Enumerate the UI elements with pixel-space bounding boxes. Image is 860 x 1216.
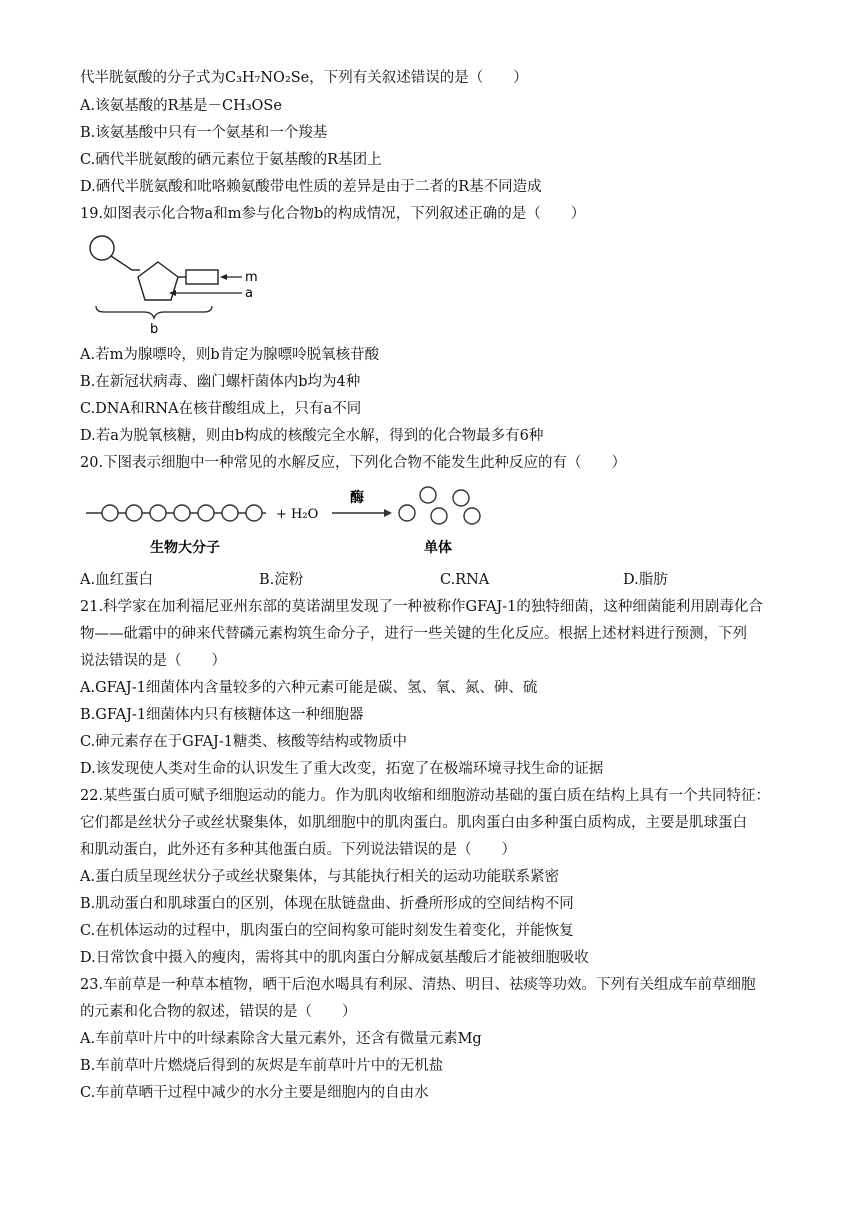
q18-option-b: B.该氨基酸中只有一个氨基和一个羧基 [80, 125, 328, 141]
q21-option-d: D.该发现使人类对生命的认识发生了重大改变，拓宽了在极端环境寻找生命的证据 [80, 761, 604, 777]
q19-stem: 19.如图表示化合物a和m参与化合物b的构成情况，下列叙述正确的是（ ） [80, 206, 586, 222]
monomer [420, 487, 436, 503]
monomer-in-chain [126, 505, 142, 521]
q20-option-a: A.血红蛋白 [80, 572, 154, 588]
monomer [399, 505, 415, 521]
q22-option-c: C.在机体运动的过程中，肌肉蛋白的空间构象可能时刻发生着变化，并能恢复 [80, 923, 574, 939]
q22-option-b: B.肌动蛋白和肌球蛋白的区别，体现在肽链盘曲、折叠所形成的空间结构不同 [80, 896, 574, 912]
label-m: m [245, 270, 258, 285]
q23-option-a: A.车前草叶片中的叶绿素除含大量元素外，还含有微量元素Mg [80, 1031, 482, 1047]
label-b: b [150, 322, 159, 337]
q19-option-d: D.若a为脱氧核糖，则由b构成的核酸完全水解，得到的化合物最多有6种 [80, 428, 544, 444]
monomer-in-chain [198, 505, 214, 521]
brace-b [96, 306, 212, 318]
q21-option-c: C.砷元素存在于GFAJ-1糖类、核酸等结构或物质中 [80, 734, 407, 750]
q22-stem-line-3: 和肌动蛋白，此外还有多种其他蛋白质。下列说法错误的是（ ） [80, 842, 516, 858]
q19-option-c: C.DNA和RNA在核苷酸组成上，只有a不同 [80, 401, 362, 417]
monomer [431, 508, 447, 524]
monomer-in-chain [246, 505, 262, 521]
base-rectangle [186, 270, 218, 284]
hydrolysis-diagram [80, 482, 500, 562]
q23-option-b: B.车前草叶片燃烧后得到的灰烬是车前草叶片中的无机盐 [80, 1058, 444, 1074]
nucleotide-diagram [80, 232, 280, 337]
monomer-label: 单体 [424, 540, 452, 556]
q20-options [80, 570, 780, 590]
monomer [464, 508, 480, 524]
label-a: a [245, 286, 253, 301]
q22-option-a: A.蛋白质呈现丝状分子或丝状聚集体，与其能执行相关的运动功能联系紧密 [80, 869, 560, 885]
q20-stem: 20.下图表示细胞中一种常见的水解反应，下列化合物不能发生此种反应的有（ ） [80, 455, 627, 471]
monomer-in-chain [150, 505, 166, 521]
q19-option-b: B.在新冠状病毒、幽门螺杆菌体内b均为4种 [80, 374, 361, 390]
q21-stem-line-2: 物——砒霜中的砷来代替磷元素构筑生命分子，进行一些关键的生化反应。根据上述材料进行预测，下列 [80, 626, 747, 642]
q18-stem: 代半胱氨酸的分子式为C₃H₇NO₂Se，下列有关叙述错误的是（ ） [80, 70, 528, 86]
pentose-sugar [138, 262, 178, 300]
q19-option-a: A.若m为腺嘌呤，则b肯定为腺嘌呤脱氧核苷酸 [80, 347, 380, 363]
q20-option-d: D.脂肪 [623, 572, 668, 588]
q20-option-c: C.RNA [440, 572, 490, 588]
q20-option-b: B.淀粉 [259, 572, 304, 588]
q21-stem-line-1: 21.科学家在加利福尼亚州东部的莫诺湖里发现了一种被称作GFAJ-1的独特细菌，这种细菌能利用剧毒化合 [80, 599, 763, 615]
water-label: + H₂O [276, 507, 319, 522]
q22-stem-line-1: 22.某些蛋白质可赋予细胞运动的能力。作为肌肉收缩和细胞游动基础的蛋白质在结构上具有一个共同特征： [80, 788, 771, 804]
phosphate-circle [90, 236, 114, 260]
macromolecule-label: 生物大分子 [150, 540, 220, 556]
monomer-in-chain [102, 505, 118, 521]
enzyme-label: 酶 [350, 490, 364, 506]
monomer-in-chain [222, 505, 238, 521]
q23-option-c: C.车前草晒干过程中减少的水分主要是细胞内的自由水 [80, 1085, 429, 1101]
monomer [453, 490, 469, 506]
q22-option-d: D.日常饮食中摄入的瘦肉，需将其中的肌肉蛋白分解成氨基酸后才能被细胞吸收 [80, 950, 589, 966]
q21-stem-line-3: 说法错误的是（ ） [80, 653, 226, 669]
q22-stem-line-2: 它们都是丝状分子或丝状聚集体，如肌细胞中的肌肉蛋白。肌肉蛋白由多种蛋白质构成，主要是肌球蛋白 [80, 815, 747, 831]
q23-stem-line-2: 的元素和化合物的叙述，错误的是（ ） [80, 1004, 357, 1020]
monomer-in-chain [174, 505, 190, 521]
q18-option-a: A.该氨基酸的R基是－CH₃OSe [80, 98, 282, 114]
q18-option-c: C.硒代半胱氨酸的硒元素位于氨基酸的R基团上 [80, 152, 382, 168]
q21-option-a: A.GFAJ-1细菌体内含量较多的六种元素可能是碳、氢、氧、氮、砷、硫 [80, 680, 538, 696]
q23-stem-line-1: 23.车前草是一种草本植物，晒干后泡水喝具有利尿、清热、明目、祛痰等功效。下列有关组成车前草细胞 [80, 977, 756, 993]
q18-option-d: D.硒代半胱氨酸和吡咯赖氨酸带电性质的差异是由于二者的R基不同造成 [80, 179, 542, 195]
q21-option-b: B.GFAJ-1细菌体内只有核糖体这一种细胞器 [80, 707, 364, 723]
